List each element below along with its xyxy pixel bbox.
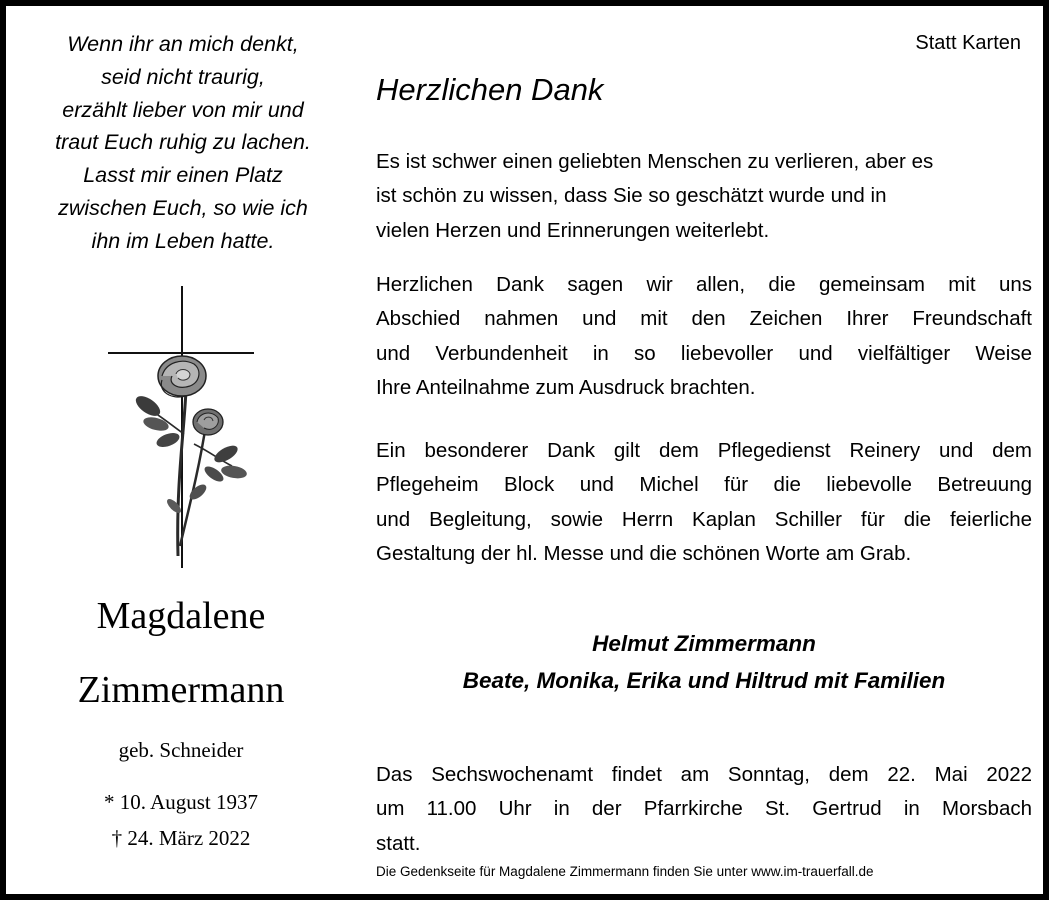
memorial-poem — [24, 28, 342, 258]
birth-date: * 10. August 1937 — [103, 790, 258, 814]
paragraph-line: und Verbundenheit in so liebevoller und vielfältiger Weise — [376, 341, 1032, 365]
thanks-paragraph — [376, 268, 1032, 405]
paragraph-line: Pflegeheim Block und Michel für die liebevolle Betreuung — [376, 473, 1032, 497]
paragraph-line: Gestaltung der hl. Messe und die schönen Worte am Grab. — [376, 541, 912, 565]
special-thanks-paragraph — [376, 434, 1032, 571]
poem-line: traut Euch ruhig zu lachen. — [55, 130, 311, 155]
poem-line: Wenn ihr an mich denkt, — [67, 32, 299, 56]
page-title: Herzlichen Dank — [376, 72, 604, 107]
memorial-page-note: Die Gedenkseite für Magdalene Zimmermann finden Sie unter www.im-trauerfall.de — [376, 864, 874, 879]
deceased-last-name: Zimmermann — [77, 669, 285, 711]
paragraph-line: um 11.00 Uhr in der Pfarrkirche St. Gertrud in Morsbach — [376, 797, 1032, 821]
signers-block — [376, 625, 1032, 699]
paragraph-line: Ein besonderer Dank gilt dem Pflegedienst Reinery und dem — [376, 439, 1032, 462]
poem-line: erzählt lieber von mir und — [62, 97, 304, 122]
poem-line: zwischen Euch, so wie ich — [58, 195, 308, 220]
paragraph-line: statt. — [376, 831, 421, 855]
paragraph-line: ist schön zu wissen, dass Sie so geschätzt wurde und in — [376, 184, 887, 208]
intro-paragraph — [376, 145, 1032, 248]
signer-line: Helmut Zimmermann — [592, 631, 816, 656]
paragraph-line: Abschied nahmen und mit den Zeichen Ihrer Freundschaft — [376, 307, 1032, 331]
paragraph-line: Ihre Anteilnahme zum Ausdruck brachten. — [376, 375, 756, 399]
paragraph-line: Das Sechswochenamt findet am Sonntag, dem 22. Mai 2022 — [376, 763, 1032, 786]
paragraph-line: und Begleitung, sowie Herrn Kaplan Schiller für die feierliche — [376, 507, 1032, 531]
poem-line: ihn im Leben hatte. — [91, 228, 275, 253]
signer-line: Beate, Monika, Erika und Hiltrud mit Familien — [462, 668, 946, 693]
deceased-first-name: Magdalene — [96, 595, 266, 637]
maiden-name: geb. Schneider — [118, 738, 244, 762]
poem-line: seid nicht traurig, — [101, 64, 265, 89]
poem-line: Lasst mir einen Platz — [83, 163, 283, 188]
paragraph-line: Es ist schwer einen geliebten Menschen zu verlieren, aber es — [376, 150, 934, 173]
statt-karten-note: Statt Karten — [915, 32, 1021, 54]
death-date: † 24. März 2022 — [111, 826, 251, 850]
paragraph-line: Herzlichen Dank sagen wir allen, die gemeinsam mit uns — [376, 273, 1032, 296]
service-paragraph — [376, 758, 1032, 861]
cross-with-rose-icon — [102, 284, 262, 574]
paragraph-line: vielen Herzen und Erinnerungen weiterlebt. — [376, 218, 770, 242]
